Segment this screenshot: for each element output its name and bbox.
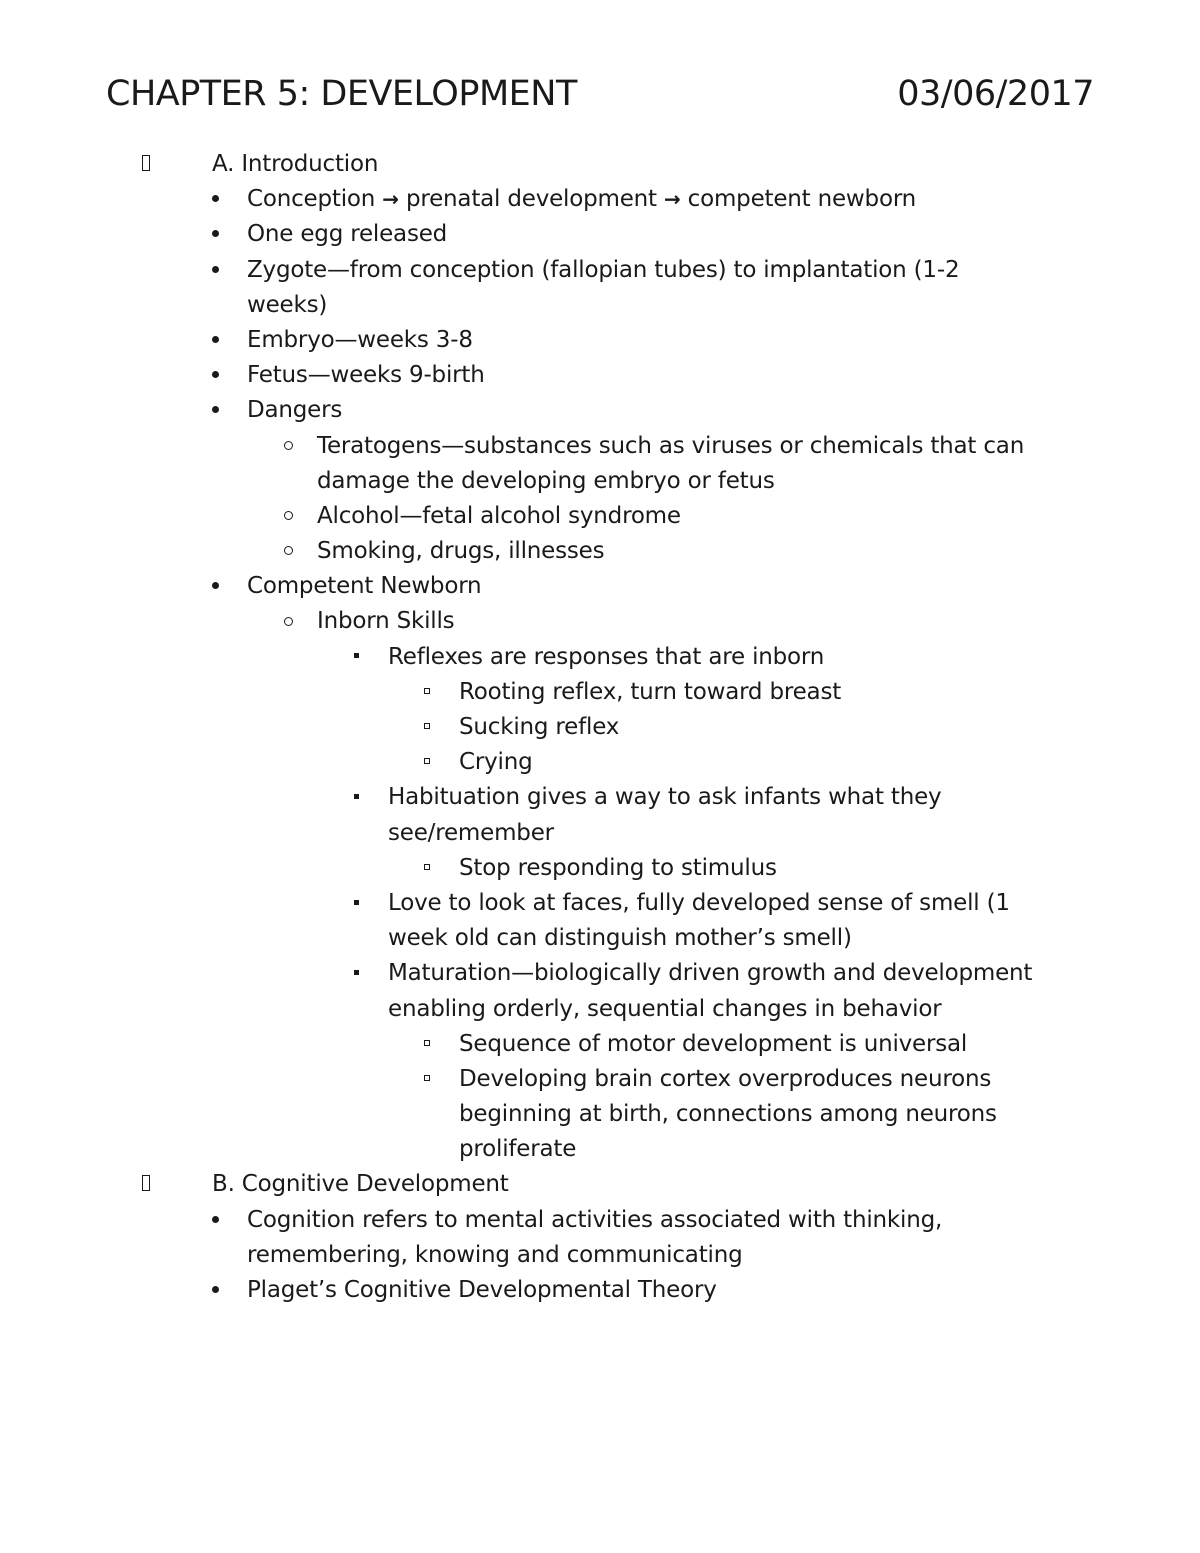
bullet-icon bbox=[212, 182, 219, 217]
notes-date: 03/06/2017 bbox=[897, 74, 1094, 114]
deep-list-item bbox=[0, 710, 1200, 745]
circle-bullet-icon bbox=[284, 604, 293, 639]
notes-outline bbox=[0, 147, 1200, 1308]
arrow-right-icon: → bbox=[382, 187, 399, 212]
section-heading bbox=[0, 147, 1200, 182]
list-item-continuation bbox=[0, 1132, 1200, 1167]
sub-sub-list-item bbox=[0, 886, 1200, 921]
list-item-text: Rooting reflex, turn toward breast bbox=[459, 678, 842, 705]
list-item-text: Competent Newborn bbox=[247, 573, 482, 600]
list-item-text: week old can distinguish mother’s smell) bbox=[388, 925, 852, 952]
square-bullet-icon bbox=[354, 956, 359, 991]
list-item-text: Habituation gives a way to ask infants what they bbox=[388, 784, 942, 811]
list-item bbox=[0, 358, 1200, 393]
list-item-continuation bbox=[0, 816, 1200, 851]
bullet-icon bbox=[212, 358, 219, 393]
list-item-text: remembering, knowing and communicating bbox=[247, 1241, 743, 1268]
open-square-bullet-icon bbox=[424, 851, 430, 886]
deep-list-item bbox=[0, 745, 1200, 780]
list-item-text: beginning at birth, connections among neurons bbox=[459, 1101, 997, 1128]
open-square-bullet-icon bbox=[424, 675, 430, 710]
list-item bbox=[0, 323, 1200, 358]
list-item-text: Cognition refers to mental activities associated with thinking, bbox=[247, 1206, 943, 1233]
deep-list-item bbox=[0, 851, 1200, 886]
list-item-text: Crying bbox=[459, 749, 533, 776]
list-item-continuation bbox=[0, 1238, 1200, 1273]
list-item-text: damage the developing embryo or fetus bbox=[317, 467, 775, 494]
open-square-bullet-icon bbox=[424, 745, 430, 780]
sub-sub-list-item bbox=[0, 640, 1200, 675]
deep-list-item bbox=[0, 1027, 1200, 1062]
bullet-icon bbox=[212, 323, 219, 358]
list-item-text: weeks) bbox=[247, 291, 328, 318]
list-item-text: Love to look at faces, fully developed sense of smell (1 bbox=[388, 889, 1010, 916]
list-item-text: Plaget’s Cognitive Developmental Theory bbox=[247, 1277, 717, 1303]
list-item-text: Smoking, drugs, illnesses bbox=[317, 538, 605, 565]
list-item bbox=[0, 569, 1200, 604]
sub-sub-list-item bbox=[0, 956, 1200, 991]
bullet-icon bbox=[212, 1203, 219, 1238]
list-item bbox=[0, 1273, 1200, 1308]
open-square-bullet-icon bbox=[424, 1062, 430, 1097]
list-item-continuation bbox=[0, 921, 1200, 956]
open-square-bullet-icon bbox=[424, 1027, 430, 1062]
list-item bbox=[0, 1203, 1200, 1238]
list-item-text: Alcohol—fetal alcohol syndrome bbox=[317, 502, 681, 529]
square-bullet-icon bbox=[354, 640, 359, 675]
list-item-text: Teratogens—substances such as viruses or chemicals that can bbox=[317, 432, 1025, 459]
bullet-icon bbox=[212, 253, 219, 288]
list-item-continuation bbox=[0, 288, 1200, 323]
bullet-icon bbox=[212, 217, 219, 252]
list-item-continuation bbox=[0, 464, 1200, 499]
bullet-icon bbox=[212, 393, 219, 428]
list-item-text: Reflexes are responses that are inborn bbox=[388, 643, 825, 670]
circle-bullet-icon bbox=[284, 534, 293, 569]
list-item-text: Embryo—weeks 3-8 bbox=[247, 326, 473, 353]
sub-list-item bbox=[0, 499, 1200, 534]
deep-list-item bbox=[0, 675, 1200, 710]
list-item bbox=[0, 253, 1200, 288]
section-title: B. Cognitive Development bbox=[212, 1171, 509, 1198]
list-item bbox=[0, 393, 1200, 428]
list-item bbox=[0, 217, 1200, 252]
list-item-text: Maturation—biologically driven growth and development bbox=[388, 960, 1033, 987]
list-item-continuation bbox=[0, 992, 1200, 1027]
sub-sub-list-item bbox=[0, 780, 1200, 815]
sub-list-item bbox=[0, 429, 1200, 464]
list-item-text: Sucking reflex bbox=[459, 714, 620, 740]
arrow-right-icon: → bbox=[663, 187, 681, 212]
list-item bbox=[0, 182, 1200, 217]
list-item-text: Zygote—from conception (fallopian tubes) to implantation (1-2 bbox=[247, 256, 960, 283]
list-item-text: see/remember bbox=[388, 819, 554, 846]
list-item-text: Dangers bbox=[247, 397, 343, 424]
missing-glyph-bullet-icon bbox=[142, 1167, 150, 1202]
list-item-text: One egg released bbox=[247, 221, 448, 248]
section-heading bbox=[0, 1167, 1200, 1202]
list-item-text: enabling orderly, sequential changes in behavior bbox=[388, 995, 942, 1022]
list-item-text: Sequence of motor development is universal bbox=[459, 1030, 968, 1057]
list-item-continuation bbox=[0, 1097, 1200, 1132]
list-item-text: proliferate bbox=[459, 1136, 577, 1163]
deep-list-item bbox=[0, 1062, 1200, 1097]
page-header bbox=[106, 70, 1094, 118]
list-item-text: Inborn Skills bbox=[317, 608, 455, 635]
bullet-icon bbox=[212, 569, 219, 604]
square-bullet-icon bbox=[354, 886, 359, 921]
missing-glyph-bullet-icon bbox=[142, 147, 150, 182]
list-item-text: Conception → prenatal development → competent newborn bbox=[247, 186, 917, 213]
open-square-bullet-icon bbox=[424, 710, 430, 745]
sub-list-item bbox=[0, 604, 1200, 639]
circle-bullet-icon bbox=[284, 429, 293, 464]
circle-bullet-icon bbox=[284, 499, 293, 534]
list-item-text: Developing brain cortex overproduces neurons bbox=[459, 1065, 992, 1092]
section-title: A. Introduction bbox=[212, 151, 379, 177]
sub-list-item bbox=[0, 534, 1200, 569]
square-bullet-icon bbox=[354, 780, 359, 815]
bullet-icon bbox=[212, 1273, 219, 1308]
list-item-text: Fetus—weeks 9-birth bbox=[247, 362, 485, 389]
list-item-text: Stop responding to stimulus bbox=[459, 854, 777, 881]
chapter-title: CHAPTER 5: DEVELOPMENT bbox=[106, 74, 577, 114]
